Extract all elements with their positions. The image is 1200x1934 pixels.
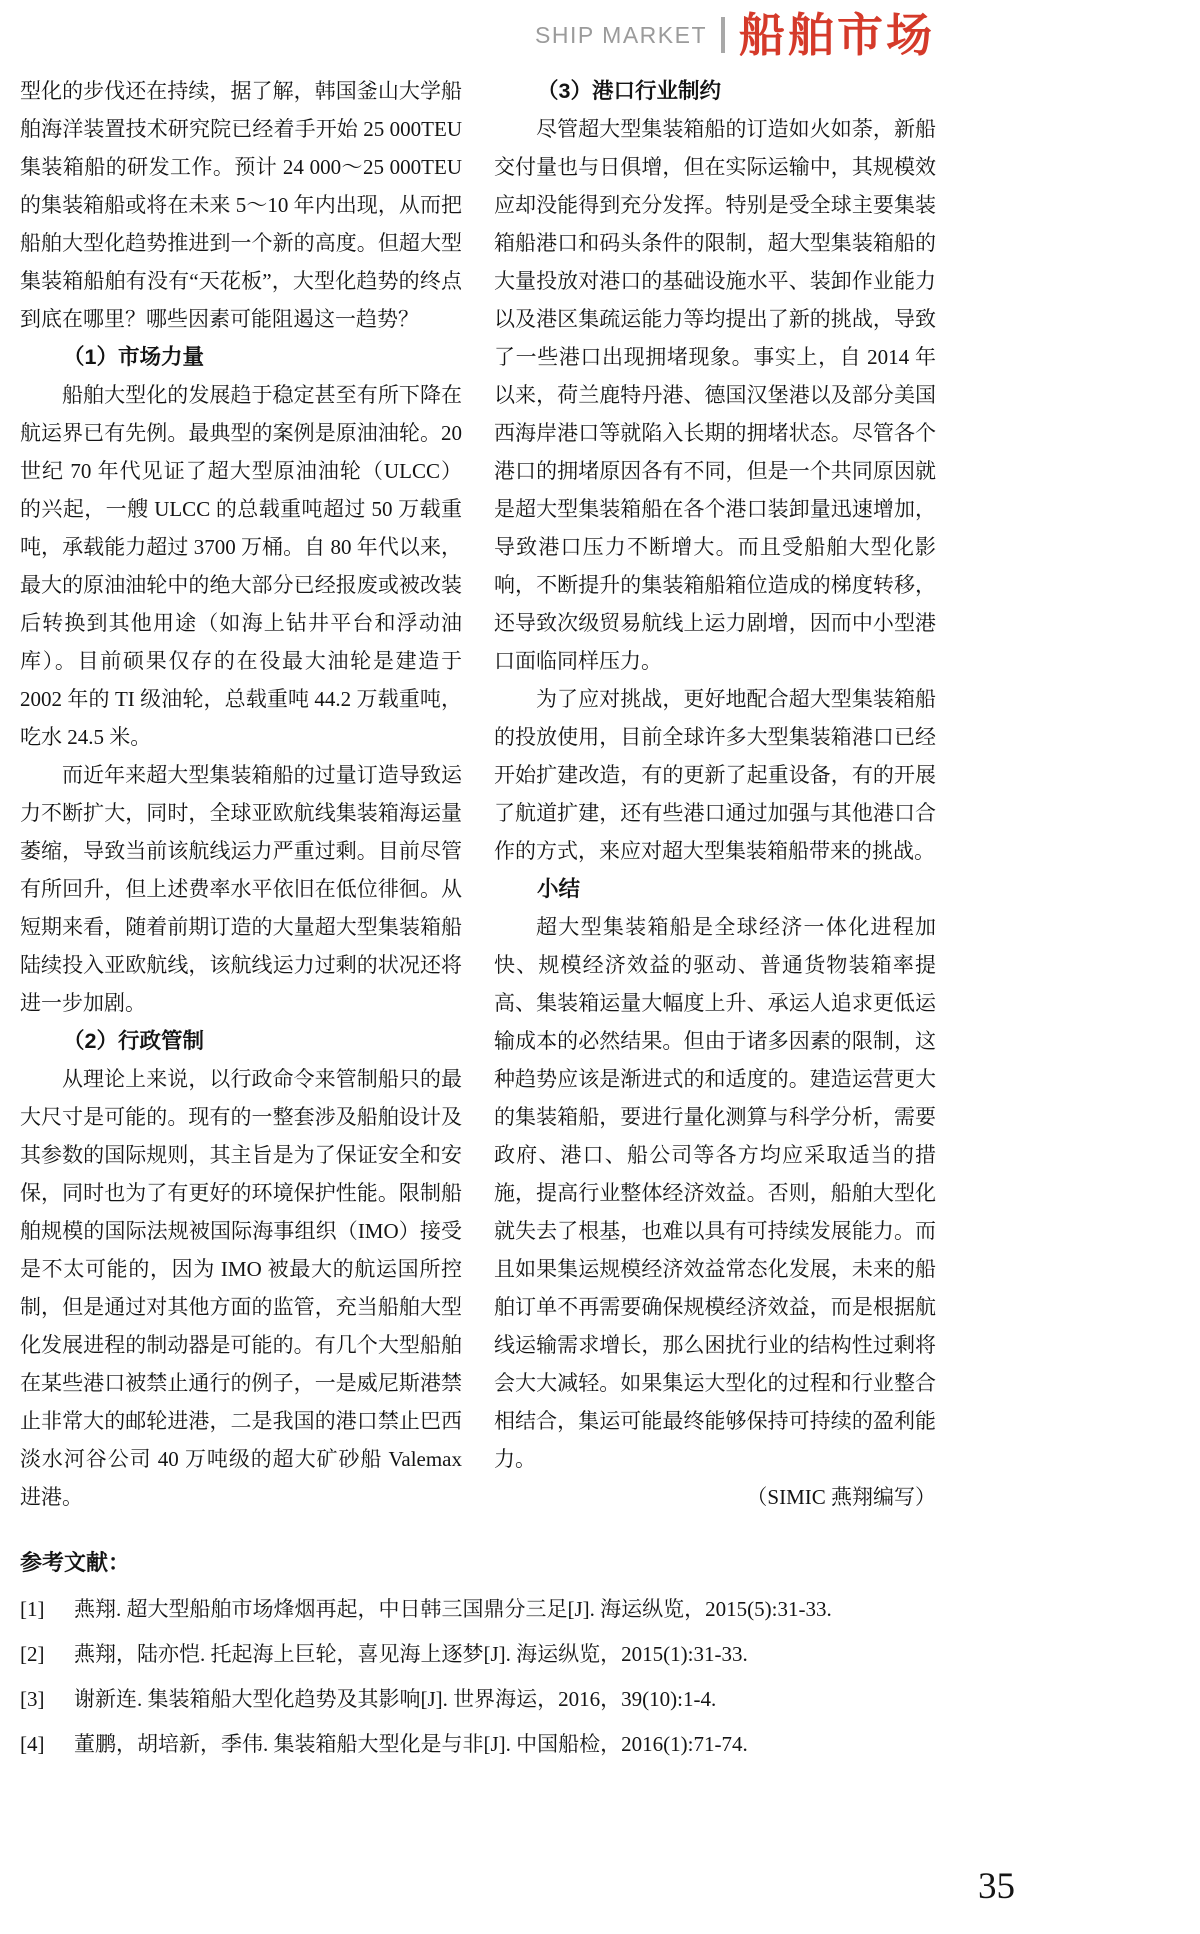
reference-label: [2]: [20, 1642, 45, 1666]
reference-text: 燕翔. 超大型船舶市场烽烟再起，中日韩三国鼎分三足[J]. 海运纵览，2015(5):31-33.: [74, 1597, 832, 1621]
paragraph-port-response: 为了应对挑战，更好地配合超大型集装箱船的投放使用，目前全球许多大型集装箱港口已经开始扩建改造，有的更新了起重设备，有的开展了航道扩建，还有些港口通过加强与其他港口合作的方式，来应对超大型集装箱船带来的挑战。: [494, 687, 936, 863]
left-column: [20, 72, 462, 1516]
paragraph-summary: 超大型集装箱船是全球经济一体化进程加快、规模经济效益的驱动、普通货物装箱率提高、集装箱运量大幅度上升、承运人追求更低运输成本的必然结果。但由于诸多因素的限制，这种趋势应该是渐进式的和适度的。建造运营更大的集装箱船，要进行量化测算与科学分析，需要政府、港口、船公司等各方均应采取适当的措施，提高行业整体经济效益。否则，船舶大型化就失去了根基，也难以具有可持续发展能力。而且如果集运规模经济效益常态化发展，未来的船舶订单不再需要确保规模经济效益，而是根据航线运输需求增长，那么困扰行业的结构性过剩将会大大减轻。如果集运大型化的过程和行业整合相结合，集运可能最终能够保持可持续的盈利能力。: [494, 915, 936, 1471]
article-columns: [20, 72, 936, 1516]
paragraph-overcapacity: 而近年来超大型集装箱船的过量订造导致运力不断扩大，同时，全球亚欧航线集装箱海运量萎缩，导致当前该航线运力严重过剩。目前尽管有所回升，但上述费率水平依旧在低位徘徊。从短期来看，随着前期订造的大量超大型集装箱船陆续投入亚欧航线，该航线运力过剩的状况还将进一步加剧。: [20, 763, 462, 1015]
reference-item-2: [20, 1632, 920, 1677]
references-section: [20, 1543, 920, 1767]
right-column: [494, 72, 936, 1516]
reference-item-4: [20, 1722, 920, 1767]
references-heading: 参考文献：: [20, 1550, 131, 1575]
paragraph-ulcc-history: 船舶大型化的发展趋于稳定甚至有所下降在航运界已有先例。最典型的案例是原油油轮。20 世纪 70 年代见证了超大型原油油轮（ULCC）的兴起，一艘 ULCC 的总载重吨超过 50 万载重吨，承载能力超过 3700 万桶。自 80 年代以来，最大的原油油轮中的绝大部分已经报废或被改装后转换到其他用途（如海上钻井平台和浮动油库）。目前硕果仅存的在役最大油轮是建造于 2002 年的 TI 级油轮，总载重吨 44.2 万载重吨，吃水 24.5 米。: [20, 383, 462, 749]
header-divider: [721, 17, 725, 53]
reference-item-1: [20, 1587, 920, 1632]
section-heading-market-forces: （1）市场力量: [63, 345, 204, 369]
author-byline: （SIMIC 燕翔编写）: [746, 1485, 936, 1509]
reference-text: 燕翔，陆亦恺. 托起海上巨轮，喜见海上逐梦[J]. 海运纵览，2015(1):31-33.: [74, 1642, 748, 1666]
section-heading-administrative-control: （2）行政管制: [63, 1029, 204, 1053]
reference-label: [1]: [20, 1597, 45, 1621]
section-heading-port-constraints: （3）港口行业制约: [537, 79, 721, 103]
page-header: [0, 6, 935, 64]
section-title-en: SHIP MARKET: [535, 21, 707, 48]
paragraph-regulation: 从理论上来说，以行政命令来管制船只的最大尺寸是可能的。现有的一整套涉及船舶设计及其参数的国际规则，其主旨是为了保证安全和安保，同时也为了有更好的环境保护性能。限制船舶规模的国际法规被国际海事组织（IMO）接受是不太可能的，因为 IMO 被最大的航运国所控制，但是通过对其他方面的监管，充当船舶大型化发展进程的制动器是可能的。有几个大型船舶在某些港口被禁止通行的例子，一是威尼斯港禁止非常大的邮轮进港，二是我国的港口禁止巴西淡水河谷公司 40 万吨级的超大矿砂船 Valemax 进港。: [20, 1067, 462, 1509]
reference-label: [3]: [20, 1687, 45, 1711]
reference-text: 谢新连. 集装箱船大型化趋势及其影响[J]. 世界海运，2016，39(10):1-4.: [74, 1687, 717, 1711]
paragraph-port-congestion: 尽管超大型集装箱船的订造如火如荼，新船交付量也与日俱增，但在实际运输中，其规模效应却没能得到充分发挥。特别是受全球主要集装箱船港口和码头条件的限制，超大型集装箱船的大量投放对港口的基础设施水平、装卸作业能力以及港区集疏运能力等均提出了新的挑战，导致了一些港口出现拥堵现象。事实上，自 2014 年以来，荷兰鹿特丹港、德国汉堡港以及部分美国西海岸港口等就陷入长期的拥堵状态。尽管各个港口的拥堵原因各有不同，但是一个共同原因就是超大型集装箱船在各个港口装卸量迅速增加，导致港口压力不断增大。而且受船舶大型化影响，不断提升的集装箱船箱位造成的梯度转移，还导致次级贸易航线上运力剧增，因而中小型港口面临同样压力。: [494, 117, 936, 673]
paragraph-continuation: 型化的步伐还在持续，据了解，韩国釜山大学船舶海洋装置技术研究院已经着手开始 25 000TEU 集装箱船的研发工作。预计 24 000～25 000TEU 的集装箱船或将在未来 5～10 年内出现，从而把船舶大型化趋势推进到一个新的高度。但超大型集装箱船舶有没有“天花板”，大型化趋势的终点到底在哪里？哪些因素可能阻遏这一趋势？: [20, 79, 462, 331]
section-title-cn: 船舶市场: [739, 9, 935, 61]
page-number: 35: [978, 1866, 1015, 1907]
section-heading-summary: 小结: [537, 877, 581, 901]
reference-label: [4]: [20, 1732, 45, 1756]
reference-text: 董鹏，胡培新，季伟. 集装箱船大型化是与非[J]. 中国船检，2016(1):71-74.: [74, 1732, 748, 1756]
reference-item-3: [20, 1677, 920, 1722]
